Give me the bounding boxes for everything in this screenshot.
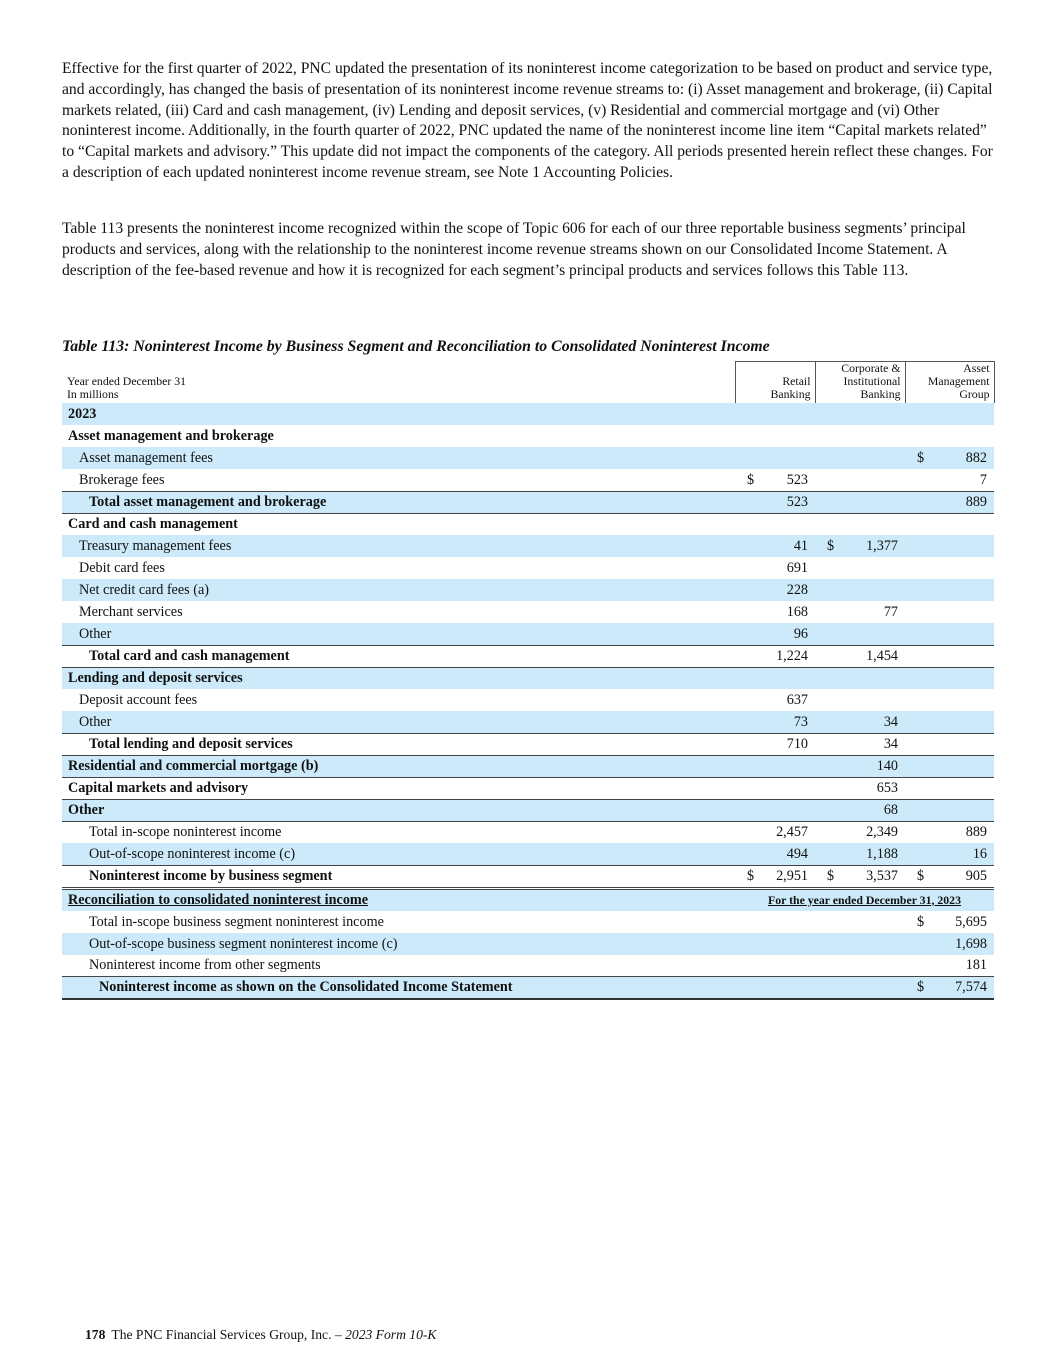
page-footer	[85, 1327, 436, 1343]
cell-value: 140	[876, 757, 898, 774]
cib-value	[815, 977, 905, 1000]
cib-value	[815, 733, 905, 755]
row-label-text: Total asset management and brokerage	[89, 493, 327, 510]
retail-banking-value	[735, 557, 815, 579]
intro-paragraph-1: Effective for the first quarter of 2022, PNC updated the presentation of its noninterest income categorization to be based on product and service type, and accordingly, has changed the basis of presentation of its noninterest income revenue streams to: (i) Asset management and brokerage, (ii) Capital markets related, (iii) Card and cash management, (iv) Lending and deposit services, (v) Residential and commercial mortgage and (vi) Other noninterest income. Additionally, in the fourth quarter of 2022, PNC updated the name of the noninterest income line item “Capital markets related” to “Capital markets and advisory.” This update did not impact the components of the category. All periods presented herein reflect these changes. For a description of each updated noninterest income revenue stream, see Note 1 Accounting Policies.	[62, 60, 993, 181]
amg-value	[905, 469, 994, 491]
retail-banking-value	[735, 403, 815, 425]
row-label	[62, 933, 735, 955]
row-label-text: Treasury management fees	[79, 538, 232, 554]
header-retail-banking	[735, 362, 815, 404]
table-row	[62, 821, 994, 843]
row-label-text: Net credit card fees (a)	[79, 582, 209, 598]
row-label	[62, 447, 735, 469]
cib-value	[815, 799, 905, 821]
row-label	[62, 469, 735, 491]
retail-banking-value	[735, 933, 815, 955]
cell-value: 73	[793, 713, 808, 730]
currency-symbol: $	[917, 979, 925, 995]
cell-value: 228	[786, 582, 808, 598]
cib-value	[815, 623, 905, 645]
row-label-text: Brokerage fees	[79, 471, 165, 488]
retail-banking-value	[735, 799, 815, 821]
retail-banking-value	[735, 865, 815, 888]
row-label	[62, 403, 735, 425]
row-label-text: Asset management and brokerage	[68, 428, 274, 444]
amg-value	[905, 645, 994, 667]
row-label	[62, 645, 735, 667]
table-row	[62, 755, 994, 777]
cell-value: 1,224	[776, 647, 808, 664]
retail-banking-value	[735, 777, 815, 799]
table-row	[62, 955, 994, 977]
header-corporate-institutional-banking	[815, 362, 905, 404]
row-label	[62, 601, 735, 623]
reconciliation-column-label: For the year ended December 31, 2023	[735, 888, 994, 911]
cell-value: 710	[786, 735, 808, 752]
amg-value	[905, 821, 994, 843]
amg-value	[905, 977, 994, 1000]
retail-banking-value	[735, 513, 815, 535]
retail-banking-value	[735, 425, 815, 447]
cib-value	[815, 491, 905, 513]
cib-value	[815, 579, 905, 601]
currency-symbol: $	[827, 867, 835, 884]
retail-banking-value	[735, 733, 815, 755]
amg-value	[905, 733, 994, 755]
cell-value: 637	[786, 692, 808, 708]
table-row	[62, 513, 994, 535]
cell-value: 1,698	[955, 935, 987, 952]
amg-value	[905, 689, 994, 711]
row-label	[62, 623, 735, 645]
row-label	[62, 977, 735, 1000]
cib-value	[815, 601, 905, 623]
retail-banking-value	[735, 711, 815, 733]
row-label	[62, 733, 735, 755]
amg-value	[905, 911, 994, 933]
row-label	[62, 888, 735, 911]
amg-value	[905, 425, 994, 447]
cib-value	[815, 645, 905, 667]
table-title: Table 113: Noninterest Income by Business Segment and Reconciliation to Consolidated Noninterest Income	[62, 338, 770, 355]
retail-banking-value	[735, 667, 815, 689]
cib-value	[815, 955, 905, 977]
cell-value: 2,457	[776, 824, 808, 840]
row-label-text: Deposit account fees	[79, 692, 198, 708]
currency-symbol: $	[747, 867, 755, 884]
cib-value	[815, 535, 905, 557]
cib-value	[815, 689, 905, 711]
row-label	[62, 955, 735, 977]
row-label	[62, 799, 735, 821]
table-row	[62, 447, 994, 469]
amg-value	[905, 491, 994, 513]
header-asset-management-group	[905, 362, 994, 404]
table-row	[62, 667, 994, 689]
table-row	[62, 711, 994, 733]
row-label-text: Debit card fees	[79, 560, 165, 576]
row-label	[62, 865, 735, 888]
retail-banking-value	[735, 821, 815, 843]
cell-value: 1,454	[866, 647, 898, 664]
header-amg-line3: Group	[959, 387, 990, 401]
row-label-text: Noninterest income as shown on the Consolidated Income Statement	[99, 979, 513, 995]
row-label-text: Noninterest income by business segment	[89, 867, 333, 884]
cib-value	[815, 557, 905, 579]
cib-value	[815, 447, 905, 469]
cib-value	[815, 755, 905, 777]
row-label	[62, 557, 735, 579]
cell-value: 2,349	[866, 824, 898, 840]
table-row	[62, 933, 994, 955]
cib-value	[815, 933, 905, 955]
retail-banking-value	[735, 491, 815, 513]
retail-banking-value	[735, 645, 815, 667]
row-label	[62, 425, 735, 447]
cib-value	[815, 403, 905, 425]
header-cib-line2: Institutional	[843, 374, 901, 388]
row-label	[62, 689, 735, 711]
table-row	[62, 689, 994, 711]
row-label-text: Total in-scope business segment noninterest income	[89, 913, 384, 930]
amg-value	[905, 403, 994, 425]
row-label	[62, 667, 735, 689]
cib-value	[815, 865, 905, 888]
table-row	[62, 535, 994, 557]
cell-value: 77	[883, 604, 898, 620]
cell-value: 96	[793, 625, 808, 642]
retail-banking-value	[735, 601, 815, 623]
cell-value: 889	[965, 493, 987, 510]
cell-value: 34	[883, 713, 898, 730]
row-label-text: Total lending and deposit services	[89, 735, 293, 752]
header-label-cell	[62, 362, 735, 404]
row-label	[62, 711, 735, 733]
row-label-text: Other	[79, 625, 112, 642]
table-row	[62, 799, 994, 821]
cell-value: 691	[786, 560, 808, 576]
table-row	[62, 557, 994, 579]
cell-value: 905	[965, 867, 987, 884]
amg-value	[905, 667, 994, 689]
retail-banking-value	[735, 843, 815, 865]
retail-banking-value	[735, 579, 815, 601]
row-label-text: Out-of-scope noninterest income (c)	[89, 845, 296, 862]
cell-value: 3,537	[866, 867, 898, 884]
amg-value	[905, 799, 994, 821]
cell-value: 882	[965, 450, 987, 466]
table-row	[62, 911, 994, 933]
footer-form: 2023 Form 10-K	[345, 1327, 437, 1342]
row-label	[62, 821, 735, 843]
table-row	[62, 777, 994, 799]
cib-value	[815, 911, 905, 933]
row-label	[62, 491, 735, 513]
row-label	[62, 579, 735, 601]
header-retail-line2: Banking	[770, 387, 811, 401]
cell-value: 181	[965, 957, 987, 973]
retail-banking-value	[735, 447, 815, 469]
row-label	[62, 777, 735, 799]
row-label-text: Total in-scope noninterest income	[89, 824, 282, 840]
amg-value	[905, 513, 994, 535]
noninterest-income-table	[62, 361, 995, 1000]
row-label-text: Other	[68, 801, 105, 818]
currency-symbol: $	[747, 471, 755, 488]
row-label	[62, 843, 735, 865]
cell-value: 523	[786, 471, 808, 488]
cell-value: 5,695	[955, 913, 987, 930]
amg-value	[905, 535, 994, 557]
row-label-text: Capital markets and advisory	[68, 779, 249, 796]
cell-value: 494	[786, 845, 808, 862]
page-number: 178	[85, 1327, 106, 1342]
row-label-text: Total card and cash management	[89, 647, 290, 664]
retail-banking-value	[735, 469, 815, 491]
row-label-text: Other	[79, 713, 112, 730]
row-label-text: Reconciliation to consolidated noninterest income	[68, 891, 369, 908]
table-row	[62, 623, 994, 645]
retail-banking-value	[735, 955, 815, 977]
table-row	[62, 491, 994, 513]
row-label-text: Asset management fees	[79, 450, 213, 466]
table-row	[62, 843, 994, 865]
retail-banking-value	[735, 535, 815, 557]
row-label-text: Out-of-scope business segment noninterest income (c)	[89, 935, 398, 952]
amg-value	[905, 755, 994, 777]
row-label-text: Lending and deposit services	[68, 670, 243, 686]
currency-symbol: $	[917, 913, 925, 930]
amg-value	[905, 711, 994, 733]
currency-symbol: $	[917, 450, 925, 466]
table-header-row	[62, 362, 994, 404]
table-row	[62, 601, 994, 623]
footer-company: The PNC Financial Services Group, Inc. –	[111, 1327, 346, 1342]
row-label-text: Merchant services	[79, 604, 183, 620]
retail-banking-value	[735, 755, 815, 777]
row-label	[62, 911, 735, 933]
cib-value	[815, 513, 905, 535]
cell-value: 16	[972, 845, 987, 862]
amg-value	[905, 865, 994, 888]
table-row	[62, 579, 994, 601]
cell-value: 34	[883, 735, 898, 752]
amg-value	[905, 843, 994, 865]
header-cib-line3: Banking	[860, 387, 901, 401]
currency-symbol: $	[827, 538, 835, 554]
row-label-text: 2023	[68, 406, 97, 422]
header-year-label: Year ended December 31	[67, 374, 187, 388]
amg-value	[905, 579, 994, 601]
table-row	[62, 645, 994, 667]
header-amg-line1: Asset	[963, 361, 990, 375]
retail-banking-value	[735, 689, 815, 711]
amg-value	[905, 623, 994, 645]
cib-value	[815, 777, 905, 799]
table-row	[62, 403, 994, 425]
cell-value: 7,574	[955, 979, 987, 995]
cell-value: 168	[786, 604, 808, 620]
cib-value	[815, 425, 905, 447]
cell-value: 1,377	[866, 538, 898, 554]
row-label	[62, 535, 735, 557]
cell-value: 889	[965, 824, 987, 840]
retail-banking-value	[735, 911, 815, 933]
amg-value	[905, 601, 994, 623]
row-label	[62, 513, 735, 535]
cell-value: 7	[979, 471, 987, 488]
currency-symbol: $	[917, 867, 925, 884]
cell-value: 68	[883, 801, 898, 818]
cib-value	[815, 667, 905, 689]
row-label	[62, 755, 735, 777]
table-row	[62, 733, 994, 755]
cell-value: 2,951	[776, 867, 808, 884]
amg-value	[905, 557, 994, 579]
intro-paragraph-2: Table 113 presents the noninterest income recognized within the scope of Topic 606 for each of our three reportable business segments’ principal products and services, along with the relationship to the noninterest income revenue streams shown on our Consolidated Income Statement. A description of the fee-based revenue and how it is recognized for each segment’s principal products and services follows this Table 113.	[62, 220, 966, 279]
cib-value	[815, 821, 905, 843]
cib-value	[815, 711, 905, 733]
cell-value: 523	[786, 493, 808, 510]
cell-value: 653	[876, 779, 898, 796]
amg-value	[905, 777, 994, 799]
cell-value: 41	[793, 538, 808, 554]
cell-value: 1,188	[866, 845, 898, 862]
header-amg-line2: Management	[927, 374, 990, 388]
row-label-text: Residential and commercial mortgage (b)	[68, 757, 319, 774]
row-label-text: Card and cash management	[68, 516, 238, 532]
table-row	[62, 977, 994, 1000]
table-row	[62, 469, 994, 491]
retail-banking-value	[735, 977, 815, 1000]
amg-value	[905, 933, 994, 955]
cib-value	[815, 843, 905, 865]
table-row	[62, 865, 994, 888]
header-retail-line1: Retail	[782, 374, 811, 388]
table-row	[62, 888, 994, 911]
amg-value	[905, 955, 994, 977]
retail-banking-value	[735, 623, 815, 645]
amg-value	[905, 447, 994, 469]
header-cib-line1: Corporate &	[841, 361, 901, 375]
header-units-label: In millions	[67, 387, 119, 401]
cib-value	[815, 469, 905, 491]
row-label-text: Noninterest income from other segments	[89, 957, 321, 973]
table-row	[62, 425, 994, 447]
